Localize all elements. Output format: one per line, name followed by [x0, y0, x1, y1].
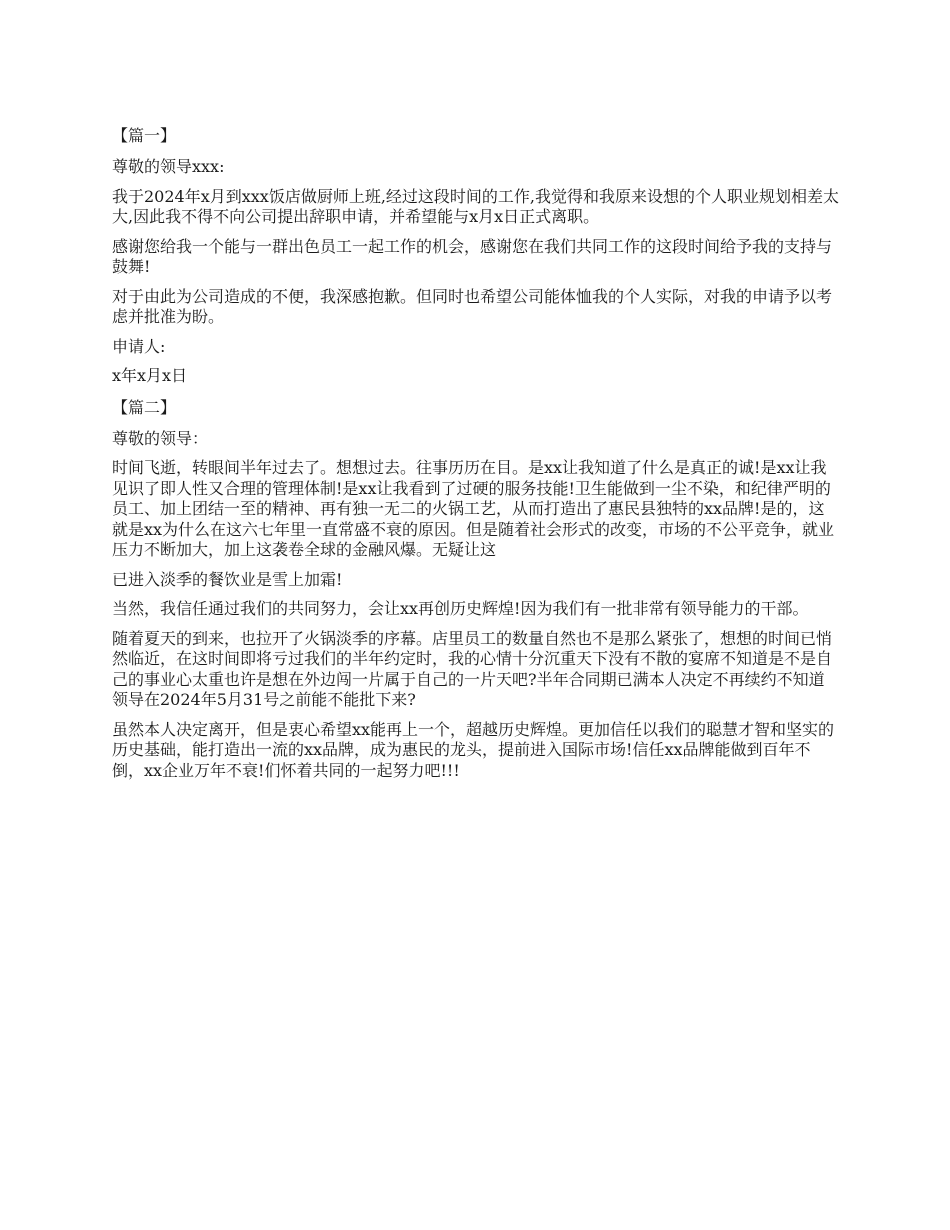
- body-paragraph: 已进入淡季的餐饮业是雪上加霜!: [112, 569, 343, 589]
- document-body: [112, 124, 840, 790]
- body-paragraph: 时间飞逝，转眼间半年过去了。想想过去。往事历历在目。是xx让我知道了什么是真正的诚!是xx让我见识了即人性又合理的管理体制!是xx让我看到了过硬的服务技能!卫生能做到一尘不染，和纪律严明的员工、加上团结一至的精神、再有独一无二的火锅工艺，从而打造出了惠民县独特的xx品牌!是的，这就是xx为什么在这六七年里一直常盛不衰的原因。但是随着社会形式的改变，市场的不公平竞争，就业压力不断加大，加上这袭卷全球的金融风爆。无疑让这: [112, 458, 835, 559]
- body-paragraph: 随着夏天的到来，也拉开了火锅淡季的序幕。店里员工的数量自然也不是那么紧张了，想想的时间已悄然临近，在这时间即将亏过我们的半年约定时，我的心情十分沉重天下没有不散的宴席不知道是不是自己的事业心太重也许是想在外边闯一片属于自己的一片天吧?半年合同期已满本人决定不再续约不知道领导在2024年5月31号之前能不能批下来?: [112, 628, 833, 709]
- section-heading: 【篇二】: [112, 397, 177, 417]
- body-paragraph: 我于2024年x月到xxx饭店做厨师上班,经过这段时间的工作,我觉得和我原来设想的个人职业规划相差太大,因此我不得不向公司提出辞职申请，并希望能与x月x日正式离职。: [112, 186, 839, 226]
- body-paragraph: 虽然本人决定离开，但是衷心希望xx能再上一个，超越历史辉煌。更加信任以我们的聪慧才智和坚实的历史基础，能打造出一流的xx品牌，成为惠民的龙头，提前进入国际市场!信任xx品牌能做到百年不倒，xx企业万年不衰!们怀着共同的一起努力吧!!!: [112, 719, 835, 780]
- salutation: 尊敬的领导xxx:: [112, 157, 225, 176]
- date-line: x年x月x日: [112, 366, 188, 385]
- body-paragraph: 对于由此为公司造成的不便，我深感抱歉。但同时也希望公司能体恤我的个人实际，对我的申请予以考虑并批准为盼。: [112, 286, 833, 326]
- salutation: 尊敬的领导：: [112, 428, 209, 448]
- section-2: [112, 396, 840, 782]
- section-1: [112, 124, 840, 387]
- body-paragraph: 感谢您给我一个能与一群出色员工一起工作的机会，感谢您在我们共同工作的这段时间给予我的支持与鼓舞!: [112, 236, 833, 276]
- section-heading: 【篇一】: [112, 126, 177, 145]
- body-paragraph: 当然，我信任通过我们的共同努力，会让xx再创历史辉煌!因为我们有一批非常有领导能力的干部。: [112, 599, 809, 618]
- applicant-label: 申请人:: [112, 336, 166, 356]
